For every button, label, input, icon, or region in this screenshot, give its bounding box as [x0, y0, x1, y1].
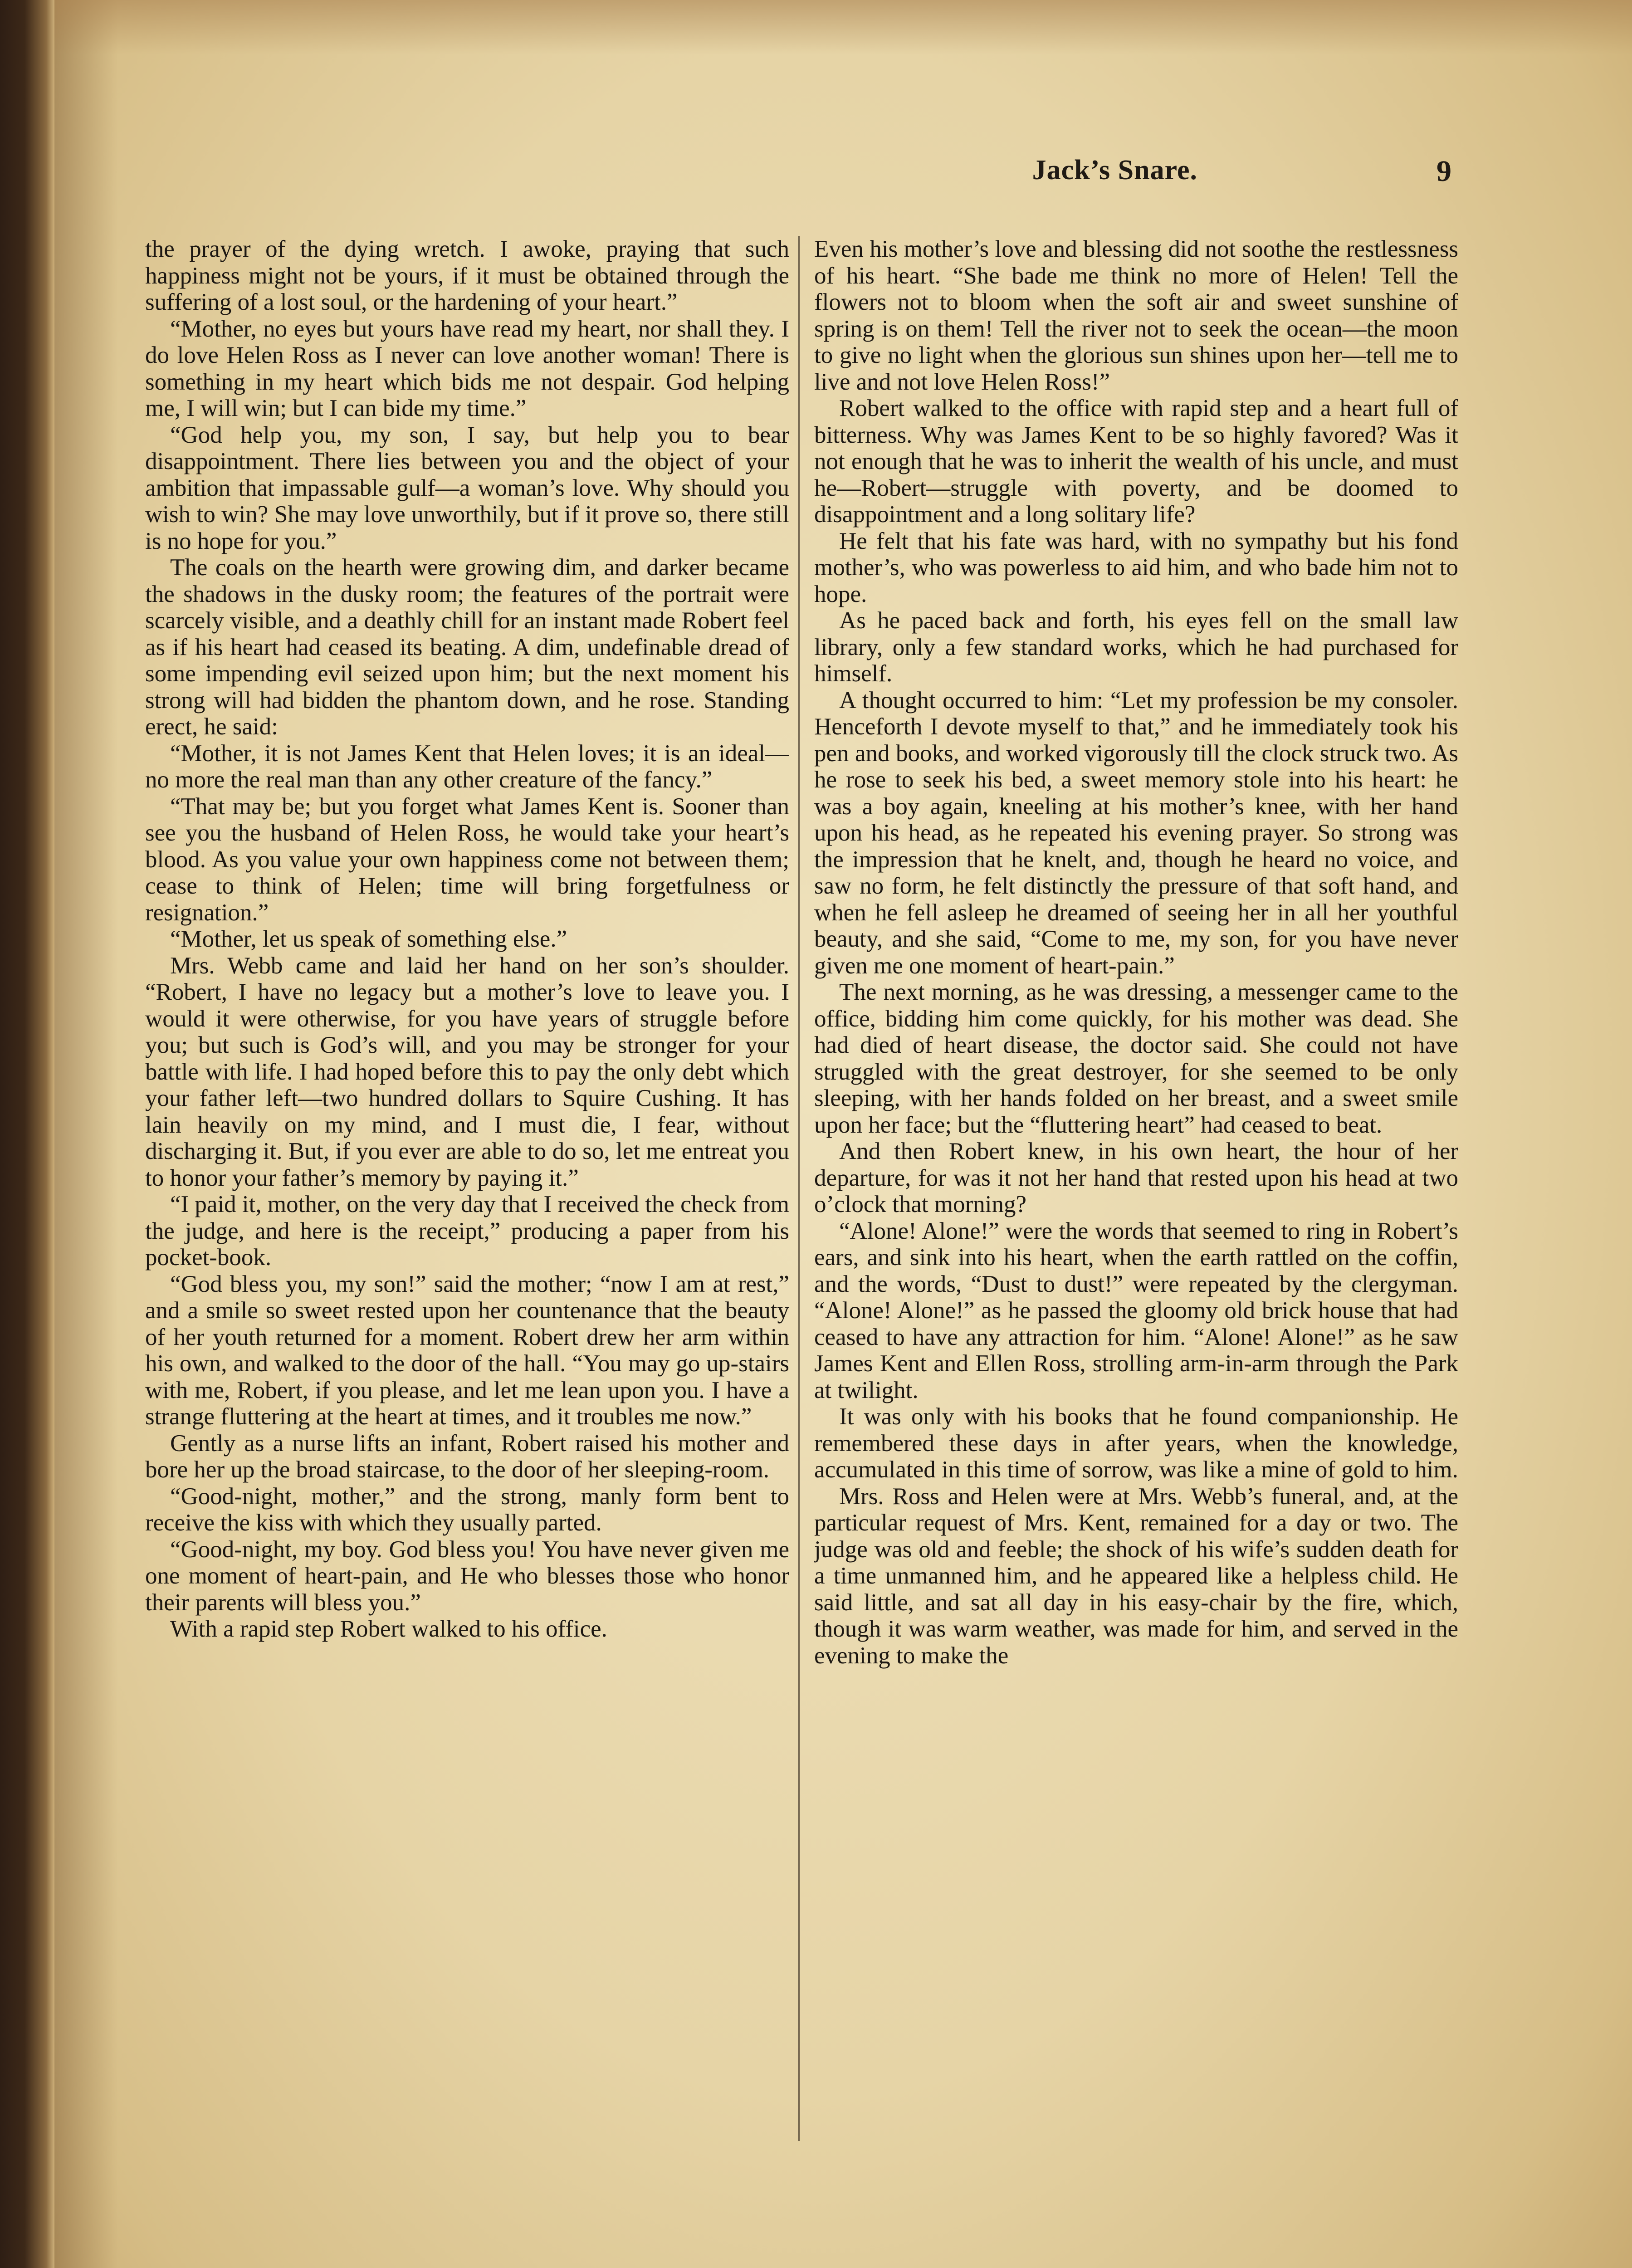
- paragraph: With a rapid step Robert walked to his office.: [170, 1616, 607, 1642]
- right-text-column: [814, 236, 1458, 2164]
- paragraph: The next morning, as he was dressing, a messenger came to the office, bidding him come quickly, for his mother was dead. She had died of heart disease, the doctor said. She could not have struggled with the great destroyer, for she seemed to be only sleeping, with her hands folded on her breast, and a sweet smile upon her face; but the “fluttering heart” had ceased to beat.: [814, 979, 1458, 1138]
- paragraph: Even his mother’s love and blessing did not soothe the restlessness of his heart. “She bade me think no more of Helen! Tell the flowers not to bloom when the soft air and sweet sunshine of spring is on them! Tell the river not to seek the ocean—the moon to give no light when the glorious sun shines upon her—tell me to live and not love Helen Ross!”: [814, 236, 1458, 395]
- paragraph: And then Robert knew, in his own heart, the hour of her departure, for was it not her hand that rested upon his head at two o’clock that morning?: [814, 1138, 1458, 1217]
- left-text-column: [145, 236, 789, 2164]
- paragraph: Mrs. Webb came and laid her hand on her son’s shoulder. “Robert, I have no legacy but a mother’s love to leave you. I would it were otherwise, for you have years of struggle before you; but such is God’s will, and you may be stronger for your battle with life. I had hoped before this to pay the only debt which your father left—two hundred dollars to Squire Cushing. It has lain heavily on my mind, and I must die, I fear, without discharging it. But, if you ever are able to do so, let me entreat you to honor your father’s memory by paying it.”: [145, 952, 789, 1191]
- binding-spine: [0, 0, 54, 2268]
- paragraph: It was only with his books that he found companionship. He remembered these days in after years, when the knowledge, accumulated in this time of sorrow, was like a mine of gold to him.: [814, 1403, 1458, 1483]
- paragraph: “That may be; but you forget what James Kent is. Sooner than see you the husband of Helen Ross, he would take your heart’s blood. As you value your own happiness come not between them; cease to think of Helen; time will bring forgetfulness or resignation.”: [145, 793, 789, 926]
- page-number: 9: [1437, 155, 1451, 188]
- paragraph: “I paid it, mother, on the very day that I received the check from the judge, and here is the receipt,” producing a paper from his pocket-book.: [145, 1191, 789, 1271]
- paragraph: “Alone! Alone!” were the words that seemed to ring in Robert’s ears, and sink into his heart, when the earth rattled on the coffin, and the words, “Dust to dust!” were repeated by the clergyman. “Alone! Alone!” as he passed the gloomy old brick house that had ceased to have any attraction for him. “Alone! Alone!” as he saw James Kent and Ellen Ross, strolling arm-in-arm through the Park at twilight.: [814, 1217, 1458, 1403]
- paragraph: As he paced back and forth, his eyes fell on the small law library, only a few standard works, which he had purchased for himself.: [814, 607, 1458, 687]
- paragraph: “Good-night, my boy. God bless you! You have never given me one moment of heart-pain, and He who blesses those who honor their parents will bless you.”: [145, 1536, 789, 1616]
- gutter-shadow: [54, 0, 118, 2268]
- paragraph: the prayer of the dying wretch. I awoke, praying that such happiness might not be yours, if it must be obtained through the suffering of a lost soul, or the hardening of your heart.”: [145, 236, 789, 315]
- paragraph: Mrs. Ross and Helen were at Mrs. Webb’s funeral, and, at the particular request of Mrs. Kent, remained for a day or two. The judge was old and feeble; the shock of his wife’s sudden death for a time unmanned him, and he appeared like a helpless child. He said little, and sat all day in his easy-chair by the fire, which, though it was warm weather, was made for him, and served in the evening to make the: [814, 1483, 1458, 1669]
- paragraph: “Mother, let us speak of something else.”: [170, 926, 567, 952]
- paragraph: A thought occurred to him: “Let my profession be my consoler. Henceforth I devote myself to that,” and he immediately took his pen and books, and worked vigorously till the clock struck two. As he rose to seek his bed, a sweet memory stole into his heart: he was a boy again, kneeling at his mother’s knee, with her hand upon his head, as he repeated his evening prayer. So strong was the impression that he knelt, and, though he heard no voice, and saw no form, he felt distinctly the pressure of that soft hand, and when he fell asleep he dreamed of seeing her in all her youthful beauty, and she said, “Come to me, my son, for you have never given me one moment of heart-pain.”: [814, 687, 1458, 979]
- worn-top-edge: [54, 0, 1632, 54]
- paragraph: “Good-night, mother,” and the strong, manly form bent to receive the kiss with which they usually parted.: [145, 1483, 789, 1536]
- paragraph: “God help you, my son, I say, but help you to bear disappointment. There lies between you and the object of your ambition that impassable gulf—a woman’s love. Why should you wish to win? She may love unworthily, but if it prove so, there still is no hope for you.”: [145, 421, 789, 554]
- paragraph: “God bless you, my son!” said the mother; “now I am at rest,” and a smile so sweet rested upon her countenance that the beauty of her youth returned for a moment. Robert drew her arm within his own, and walked to the door of the hall. “You may go up-stairs with me, Robert, if you please, and let me lean upon you. I have a strange fluttering at the heart at times, and it troubles me now.”: [145, 1271, 789, 1430]
- column-rule: [798, 236, 800, 2141]
- paragraph: The coals on the hearth were growing dim, and darker became the shadows in the dusky room; the features of the portrait were scarcely visible, and a deathly chill for an instant made Robert feel as if his heart had ceased its beating. A dim, undefinable dread of some impending evil seized upon him; but the next moment his strong will had bidden the phantom down, and he rose. Standing erect, he said:: [145, 554, 789, 740]
- paragraph: Robert walked to the office with rapid step and a heart full of bitterness. Why was James Kent to be so highly favored? Was it not enough that he was to inherit the wealth of his uncle, and must he—Robert—struggle with poverty, and be doomed to disappointment and a long solitary life?: [814, 395, 1458, 528]
- running-head: [145, 154, 1451, 195]
- paragraph: “Mother, no eyes but yours have read my heart, nor shall they. I do love Helen Ross as I never can love another woman! There is something in my heart which bids me not despair. God helping me, I will win; but I can bide my time.”: [145, 315, 789, 421]
- paragraph: Gently as a nurse lifts an infant, Robert raised his mother and bore her up the broad staircase, to the door of her sleeping-room.: [145, 1430, 789, 1483]
- paragraph: “Mother, it is not James Kent that Helen loves; it is an ideal—no more the real man than any other creature of the fancy.”: [145, 740, 789, 793]
- paragraph: He felt that his fate was hard, with no sympathy but his fond mother’s, who was powerless to aid him, and who bade him not to hope.: [814, 528, 1458, 607]
- running-title: Jack’s Snare.: [1032, 155, 1197, 186]
